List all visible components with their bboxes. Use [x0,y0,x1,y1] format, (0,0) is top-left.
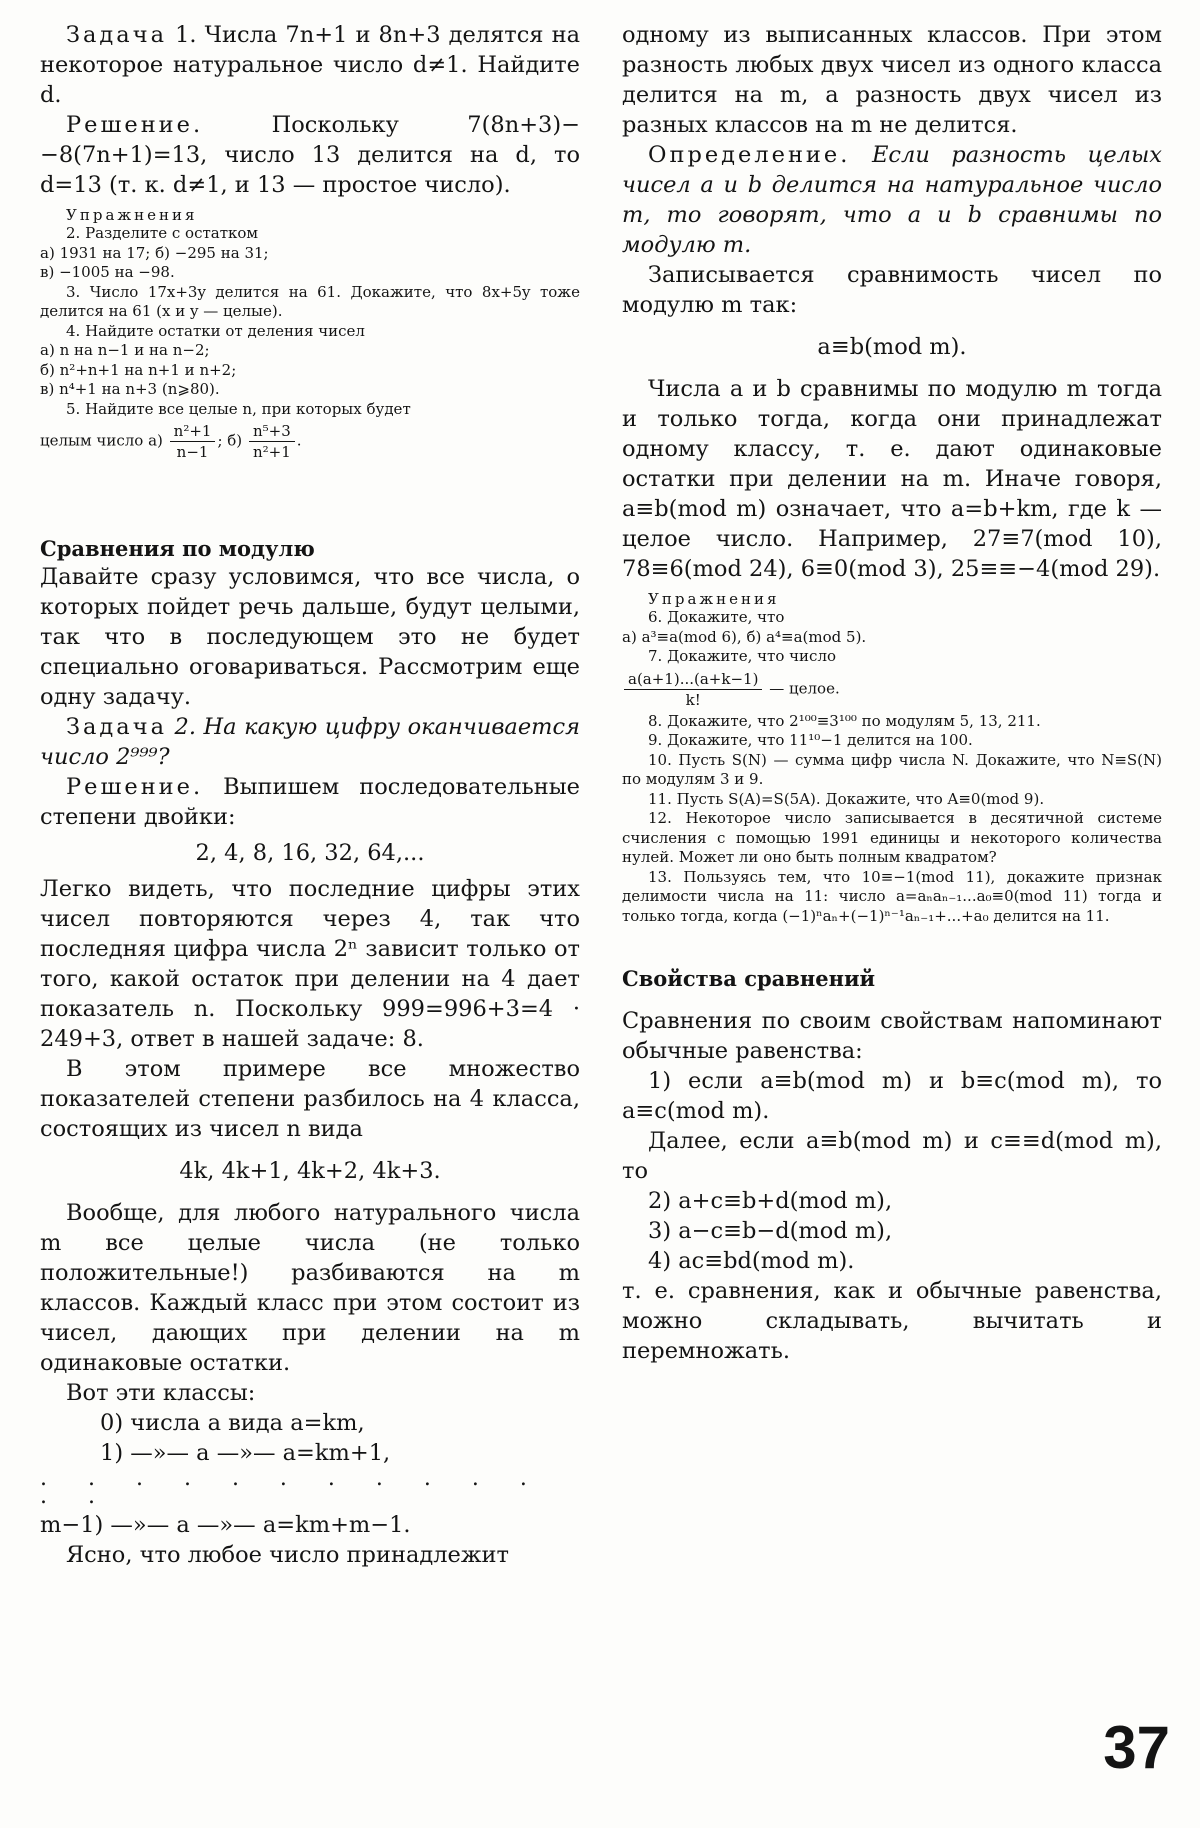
exercise-5: 5. Найдите все целые n, при которых будет [66,399,411,418]
exercise-11: 11. Пусть S(A)=S(5A). Докажите, что A≡0(mod 9). [648,789,1045,808]
exercise-9: 9. Докажите, что 11¹⁰−1 делится на 100. [648,731,973,749]
paragraph-further: Далее, если a≡b(mod m) и c≡≡d(mod m), то [622,1128,1162,1184]
exercise-10: 10. Пусть S(N) — сумма цифр числа N. Докажите, что N≡S(N) по модулям 3 и 9. [622,750,1162,788]
property-3: 3) a−c≡b−d(mod m), [648,1218,893,1244]
task-2: Задача 2. На какую цифру оканчивается число 2⁹⁹⁹? [40,714,580,770]
fraction-5b: $\frac{\text{n⁵+3}}{\text{n²+1}}$ [249,421,295,462]
exercise-2b: в) −1005 на −98. [40,263,175,281]
definition: Определение. Если разность целых чисел a и b делится на натуральное число m, то говорят, что a и b сравнимы по модулю m. [622,142,1162,258]
page-number: 37 [1103,1714,1170,1781]
paragraph-continued: одному из выписанных классов. При этом разность любых двух чисел из одного класса делится на m, а разность двух чисел из разных классов на m не делится. [622,22,1162,138]
section-title-congruences: Сравнения по модулю [40,536,315,561]
exercise-13: 13. Пользуясь тем, что 10≡−1(mod 11), докажите признак делимости числа на 11: число a=aₙaₙ₋₁...a₀≡0(mod 11) тогда и только тогда, когда (−1)ⁿaₙ+(−1)ⁿ⁻¹aₙ₋₁+...+a₀ делится на 11. [622,867,1162,925]
exercise-6: 6. Докажите, что [648,608,785,626]
exercise-2a: а) 1931 на 17; б) −295 на 31; [40,243,269,262]
task-1: Задача 1. Числа 7n+1 и 8n+3 делятся на некоторое натуральное число d≠1. Найдите d. [40,22,580,108]
paragraph-last-digits: Легко видеть, что последние цифры этих чисел повторяются через 4, так что последняя цифра числа 2ⁿ зависит только от того, какой остаток при делении на 4 дает показатель n. Поскольку 999=996+3=4 · 249+3, ответ в нашей задаче: 8. [40,876,580,1052]
exercise-4a: а) n на n−1 и на n−2; [40,341,210,359]
paragraph-general: Вообще, для любого натурального числа m все целые числа (не только положительные!) разбиваются на m классов. Каждый класс при этом состоит из чисел, дающих при делении на m одинаковые остатки. [40,1200,580,1376]
exercises-heading-2: Упражнения [648,590,780,608]
left-column [40,20,580,1570]
exercise-4c: в) n⁴+1 на n+3 (n⩾80). [40,380,220,398]
right-column [622,20,1162,1366]
exercises-heading: Упражнения [66,206,198,224]
property-4: 4) ac≡bd(mod m). [648,1248,855,1274]
class-0: 0) числа a вида a=km, [100,1410,365,1436]
exercises-block-2 [622,590,1162,926]
exercise-4: 4. Найдите остатки от деления чисел [66,321,365,340]
ellipsis-dots: . . . . . . . . . . . . . [40,1466,544,1509]
exercise-7: 7. Докажите, что число [648,647,837,665]
exercise-3: 3. Число 17x+3y делится на 61. Докажите, что 8x+5y тоже делится на 61 (x и y — целые). [40,282,580,320]
task-1-solution: Решение. Поскольку 7(8n+3)−−8(7n+1)=13, число 13 делится на d, то d=13 (т. к. d≠1, и 13 — простое число). [40,112,580,198]
exercise-2: 2. Разделите с остатком [66,224,259,242]
paragraph-clear: Ясно, что любое число принадлежит [66,1542,509,1568]
congruence-formula: a≡b(mod m). [817,334,967,360]
paragraph-intro: Давайте сразу условимся, что все числа, о которых пойдет речь дальше, будут целыми, так что в последующем это не будет специально оговариваться. Рассмотрим еще одну задачу. [40,564,580,710]
exercise-7-fraction: $\frac{a(a+1)...(a+k-1)}{k!}$ — целое. [622,669,1162,710]
exercises-block-1 [40,206,580,462]
exercise-5-fractions: целым число а) $\frac{\text{n²+1}}{n-1}$ ; б) $\frac{\text{n⁵+3}}{\text{n²+1}}$ . [40,422,302,461]
class-1: 1) —»— a —»— a=km+1, [100,1440,391,1466]
forms-4k: 4k, 4k+1, 4k+2, 4k+3. [179,1158,441,1184]
fraction-7: $\frac{a(a+1)...(a+k-1)}{k!}$ [624,669,762,710]
task-2-solution: Решение. Выпишем последовательные степени двойки: [40,774,580,830]
paragraph-iff: Числа a и b сравнимы по модулю m тогда и только тогда, когда они принадлежат одному классу, т. е. дают одинаковые остатки при делении на m. Иначе говоря, a≡b(mod m) означает, что a=b+km, где k — целое число. Например, 27≡7(mod 10), 78≡6(mod 24), 6≡0(mod 3), 25≡≡−4(mod 29). [622,376,1162,582]
property-1: 1) если a≡b(mod m) и b≡c(mod m), то a≡c(mod m). [622,1068,1162,1124]
exercise-6a: а) a³≡a(mod 6), б) a⁴≡a(mod 5). [622,627,867,646]
fraction-5a: $\frac{\text{n²+1}}{n-1}$ [170,421,216,462]
paragraph-here-classes: Вот эти классы: [66,1380,256,1406]
property-2: 2) a+c≡b+d(mod m), [648,1188,893,1214]
exercise-8: 8. Докажите, что 2¹⁰⁰≡3¹⁰⁰ по модулям 5, 13, 211. [648,711,1041,730]
paragraph-final: т. е. сравнения, как и обычные равенства, можно складывать, вычитать и перемножать. [622,1278,1162,1364]
exercise-4b: б) n²+n+1 на n+1 и n+2; [40,360,237,379]
exercise-12: 12. Некоторое число записывается в десятичной системе счисления с помощью 1991 единицы и некоторого количества нулей. Может ли оно быть полным квадратом? [622,809,1162,866]
section-title-properties: Свойства сравнений [622,966,876,991]
paragraph-notation: Записывается сравнимость чисел по модулю m так: [622,262,1162,318]
class-m-1: m−1) —»— a —»— a=km+m−1. [40,1512,411,1538]
powers-of-two: 2, 4, 8, 16, 32, 64,... [195,840,425,866]
paragraph-properties: Сравнения по своим свойствам напоминают обычные равенства: [622,1008,1162,1064]
paragraph-classes: В этом примере все множество показателей степени разбилось на 4 класса, состоящих из чисел n вида [40,1056,580,1142]
